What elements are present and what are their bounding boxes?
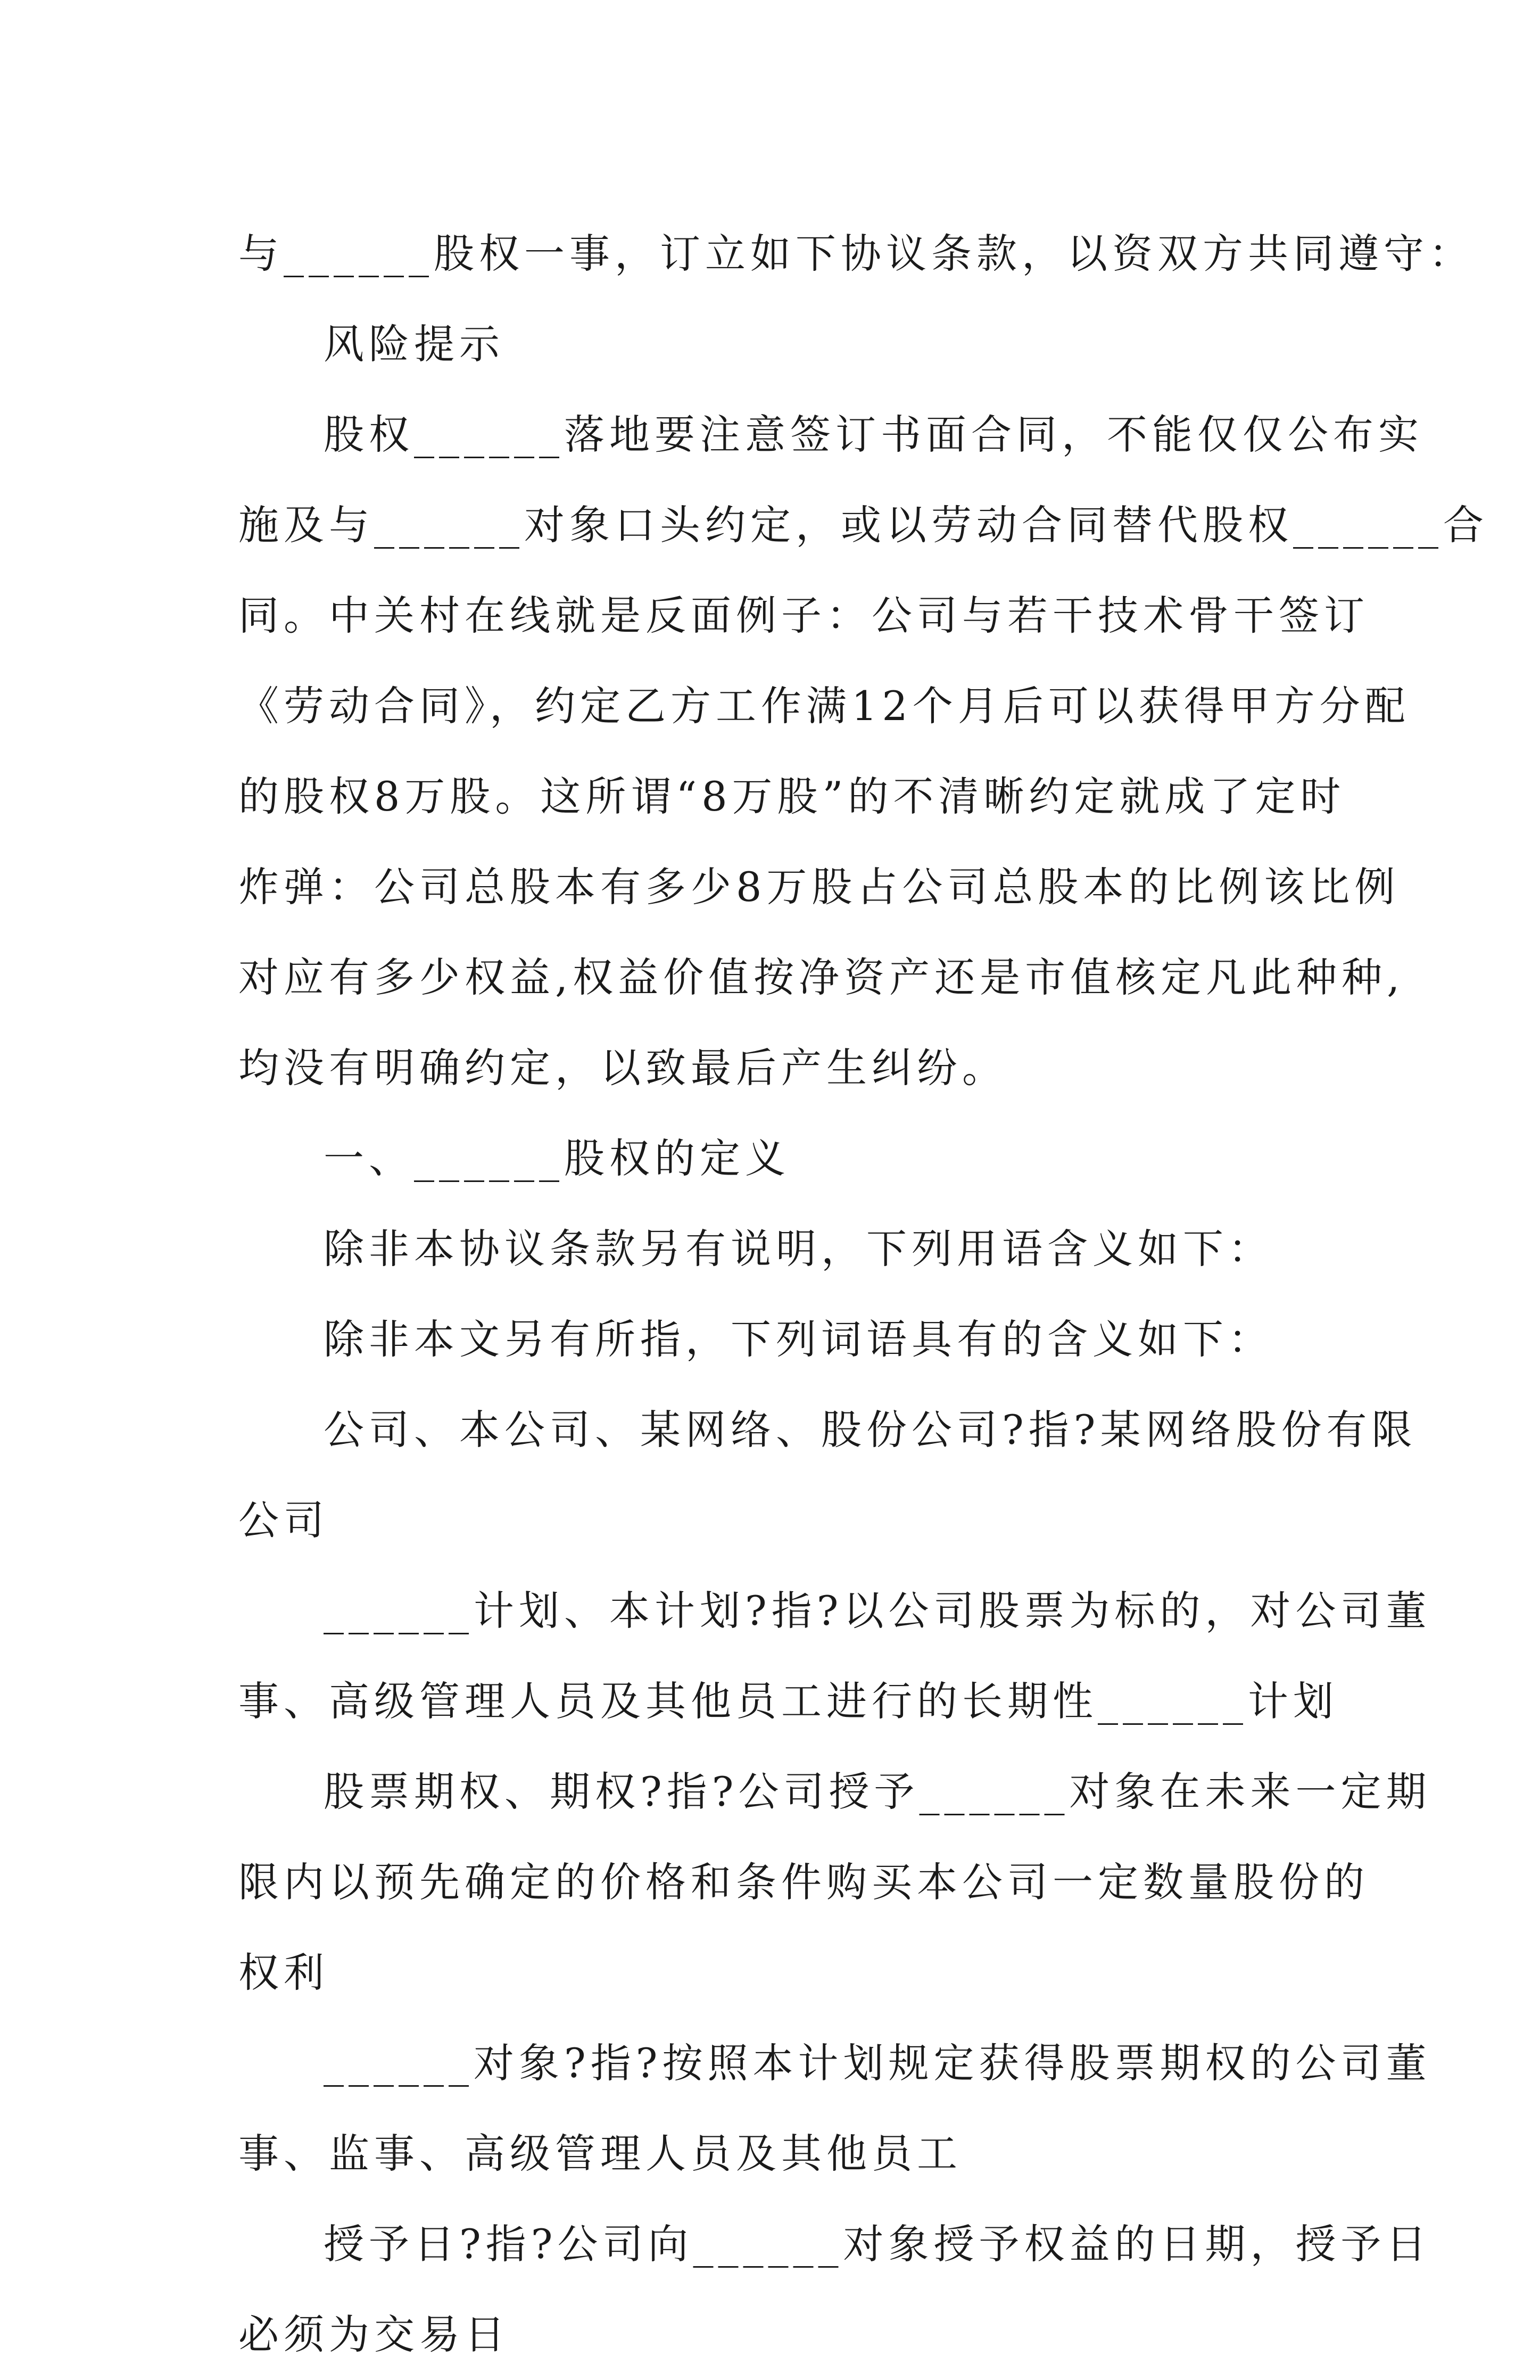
definition-stock-option: [238, 1747, 1431, 2018]
text-line: 事、高级管理人员及其他员工进行的长期性______计划: [238, 1677, 1338, 1725]
section-heading-definition: [238, 1113, 1319, 1204]
text-line: 均没有明确约定，以致最后产生纠纷。: [238, 1044, 1007, 1092]
text-line: ______对象?指?按照本计划规定获得股票期权的公司董: [324, 2039, 1431, 2087]
text-line: 除非本协议条款另有说明，下列用语含义如下：: [324, 1225, 1273, 1272]
definition-company: [238, 1385, 1417, 1566]
text-line: 必须为交易日: [238, 2311, 510, 2358]
definitions-intro-paragraph-2: [238, 1294, 1319, 1385]
text-line: 施及与______对象口头约定，或以劳动合同替代股权______合: [238, 501, 1488, 549]
text-line: 股票期权、期权?指?公司授予______对象在未来一定期: [324, 1768, 1431, 1815]
text-line: 权利: [238, 1949, 329, 1996]
text-line: 公司: [238, 1497, 329, 1544]
text-line: 风险提示: [324, 320, 504, 368]
document-page: [238, 209, 1488, 2380]
text-line: ______计划、本计划?指?以公司股票为标的，对公司董: [324, 1587, 1431, 1634]
agreement-intro-paragraph: [238, 209, 1474, 299]
text-line: 炸弹：公司总股本有多少8万股占公司总股本的比例该比例: [238, 863, 1400, 911]
text-line: 与______股权一事，订立如下协议条款，以资双方共同遵守：: [238, 230, 1474, 277]
text-line: 授予日?指?公司向______对象授予权益的日期，授予日: [324, 2220, 1431, 2268]
text-line: 同。中关村在线就是反面例子：公司与若干技术骨干签订: [238, 592, 1369, 639]
definition-plan: [238, 1566, 1431, 1747]
text-line: 除非本文另有所指，下列词语具有的含义如下：: [324, 1316, 1273, 1363]
text-line: 一、______股权的定义: [324, 1135, 790, 1182]
text-line: 的股权8万股。这所谓“8万股”的不清晰约定就成了定时: [238, 773, 1346, 820]
text-line: 《劳动合同》，约定乙方工作满12个月后可以获得甲方分配: [238, 682, 1410, 730]
definitions-intro-paragraph: [238, 1204, 1319, 1294]
text-line: 股权______落地要注意签订书面合同，不能仅仅公布实: [324, 411, 1423, 458]
definition-grant-date: [238, 2199, 1431, 2380]
text-line: 事、监事、高级管理人员及其他员工: [238, 2130, 962, 2177]
definition-incentive-object: [238, 2018, 1431, 2199]
text-line: 限内以预先确定的价格和条件购买本公司一定数量股份的: [238, 1858, 1369, 1906]
risk-warning-paragraph: [238, 390, 1488, 1113]
text-line: 公司、本公司、某网络、股份公司?指?某网络股份有限: [324, 1406, 1417, 1453]
risk-warning-heading: [238, 299, 1319, 390]
text-line: 对应有多少权益,权益价值按净资产还是市值核定凡此种种,: [238, 954, 1405, 1001]
